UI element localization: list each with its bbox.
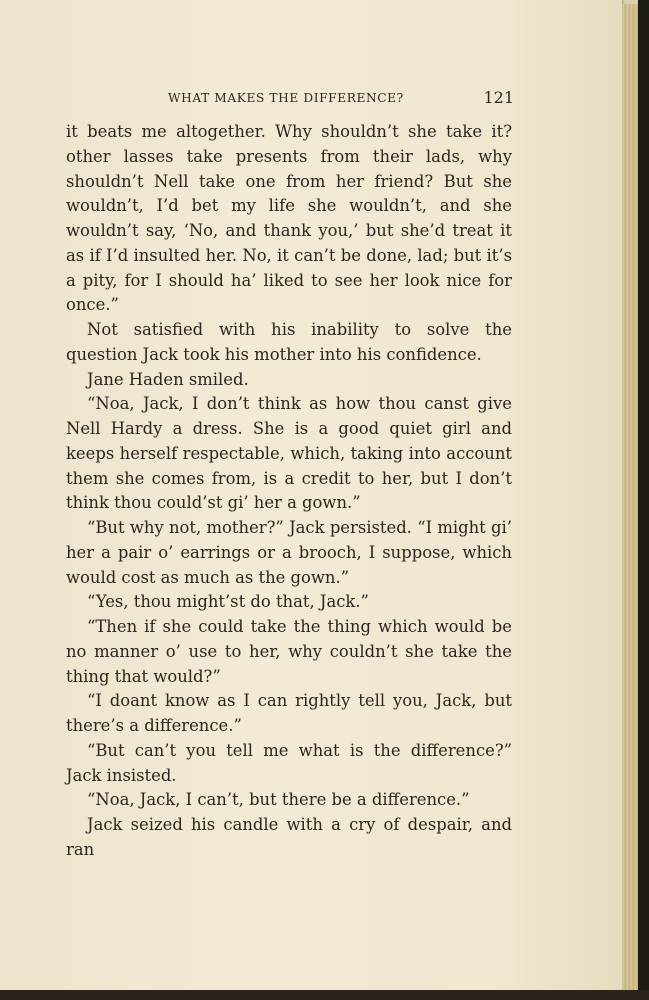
paragraph: “Then if she could take the thing which would be no manner o’ use to her, why couldn’t she take the thing that would?”	[66, 617, 512, 686]
bottom-shadow	[0, 990, 649, 1000]
paragraph: “Noa, Jack, I can’t, but there be a difference.”	[87, 790, 470, 810]
book-spine	[638, 0, 649, 1000]
paragraph: Jack seized his candle with a cry of despair, and ran	[66, 815, 512, 859]
page-header	[168, 88, 514, 110]
paragraph-continued: it beats me altogether. Why shouldn’t she take it? other lasses take presents from their lads, why shouldn’t Nell take one from her friend? But she wouldn’t, I’d bet my life she wouldn’t, and she wouldn’t say, ‘No, and thank you,’ but she’d treat it as if I’d insulted her. No, it can’t be done, lad; but it’s a pity, for I should ha’ liked to see her look nice for once.”	[66, 122, 512, 315]
paragraph: Jane Haden smiled.	[87, 369, 249, 389]
body-text	[66, 120, 512, 863]
paragraph: “I doant know as I can rightly tell you, Jack, but there’s a difference.”	[66, 691, 512, 735]
paragraph: “Yes, thou might’st do that, Jack.”	[87, 592, 369, 612]
paragraph: Not satisfied with his inability to solve the question Jack took his mother into his confidence.	[66, 320, 512, 364]
paragraph: “Noa, Jack, I don’t think as how thou canst give Nell Hardy a dress. She is a good quiet girl and keeps herself respectable, which, taking into account them she comes from, is a credit to her, but I don’t think thou could’st gi’ her a gown.”	[66, 394, 512, 513]
page-number: 121	[483, 88, 514, 107]
paragraph: “But why not, mother?” Jack persisted. “I might gi’ her a pair o’ earrings or a brooch, I suppose, which would cost as much as the gown.”	[66, 518, 512, 587]
paragraph: “But can’t you tell me what is the difference?” Jack insisted.	[66, 740, 512, 785]
running-title: WHAT MAKES THE DIFFERENCE?	[168, 91, 404, 105]
